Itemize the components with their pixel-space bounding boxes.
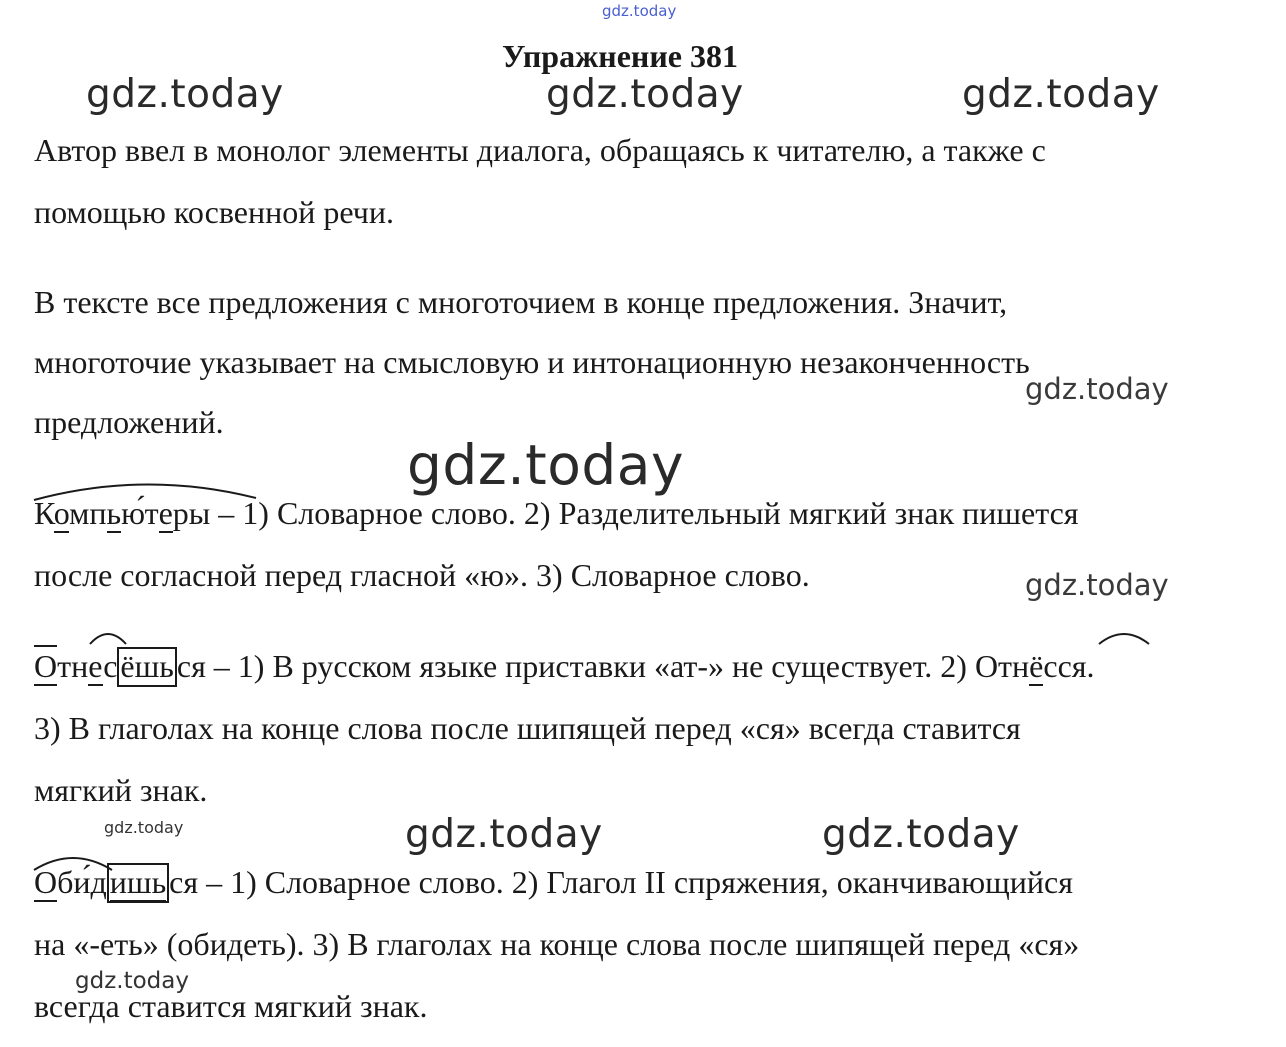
word-3-line-2: на «-еть» (обидеть). 3) В глаголах на конце слова после шипящей перед «ся» bbox=[34, 926, 1080, 962]
watermark: gdz.today bbox=[546, 72, 744, 117]
root-arc bbox=[88, 628, 128, 646]
word-part: ю bbox=[121, 495, 145, 531]
word-3-line-3: всегда ставится мягкий знак. bbox=[34, 988, 428, 1024]
watermark: gdz.today bbox=[962, 72, 1160, 117]
word-part: К bbox=[34, 495, 54, 531]
word-2-line-2: 3) В глаголах на конце слова после шипящей перед «ся» всегда ставится bbox=[34, 710, 1021, 746]
vowel-underlined: О bbox=[34, 864, 58, 900]
watermark-top: gdz.today bbox=[602, 2, 677, 20]
paragraph-2-line-1: В тексте все предложения с многоточием в конце предложения. Значит, bbox=[34, 284, 1008, 320]
word-part: д bbox=[90, 864, 107, 900]
ending-box bbox=[107, 863, 169, 903]
root-arc bbox=[1097, 628, 1151, 646]
word-3-explanation: – 1) Словарное слово. 2) Глагол II спряжения, оканчивающийся bbox=[198, 864, 1073, 900]
word-1-line-2: после согласной перед гласной «ю». 3) Словарное слово. bbox=[34, 557, 810, 593]
word-3-line-1 bbox=[34, 862, 1073, 903]
soft-sign-underlined: ь bbox=[106, 495, 122, 531]
ending-text: ёшь bbox=[120, 648, 174, 684]
word-part: ры bbox=[172, 495, 211, 531]
watermark: gdz.today bbox=[407, 433, 685, 497]
watermark: gdz.today bbox=[822, 812, 1020, 857]
paragraph-1-line-1: Автор ввел в монолог элементы диалога, обращаясь к читателю, а также с bbox=[34, 132, 1046, 168]
watermark: gdz.today bbox=[86, 72, 284, 117]
watermark: gdz.today bbox=[75, 968, 189, 994]
vowel-underlined: о bbox=[53, 495, 70, 531]
paragraph-2-line-3: предложений. bbox=[34, 404, 224, 440]
word-part: т bbox=[144, 495, 159, 531]
word-2-line-3: мягкий знак. bbox=[34, 772, 208, 808]
word-part: ся bbox=[176, 648, 206, 684]
paragraph-2-line-2: многоточие указывает на смысловую и интонационную незаконченность bbox=[34, 344, 1030, 380]
word-part: би bbox=[57, 864, 91, 900]
word-part: ся bbox=[169, 864, 199, 900]
prefix-marked bbox=[34, 645, 57, 684]
vowel-underlined: О bbox=[34, 648, 58, 684]
watermark: gdz.today bbox=[1025, 568, 1169, 602]
page-title: Упражнение 381 bbox=[501, 38, 738, 74]
watermark: gdz.today bbox=[104, 818, 184, 837]
word-part: с bbox=[103, 648, 118, 684]
paragraph-1-line-2: помощью косвенной речи. bbox=[34, 194, 394, 230]
ending-box bbox=[117, 647, 176, 687]
vowel-underlined: ё bbox=[1029, 648, 1044, 684]
word-part: мп bbox=[69, 495, 107, 531]
example-word: сся. bbox=[1043, 648, 1095, 684]
word-2-explanation: – 1) В русском языке приставки «ат-» не существует. 2) bbox=[205, 648, 975, 684]
word-2-line-1 bbox=[34, 646, 1094, 687]
vowel-underlined: е bbox=[88, 648, 104, 684]
word-part: тн bbox=[57, 648, 89, 684]
word-1-line-1 bbox=[34, 493, 1079, 533]
word-1-explanation: – 1) Словарное слово. 2) Разделительный мягкий знак пишется bbox=[210, 495, 1079, 531]
vowel-underlined: е bbox=[158, 495, 173, 531]
watermark: gdz.today bbox=[405, 812, 603, 857]
watermark: gdz.today bbox=[1025, 372, 1169, 406]
example-word: Отн bbox=[974, 648, 1030, 684]
ending-text: ишь bbox=[109, 864, 167, 900]
